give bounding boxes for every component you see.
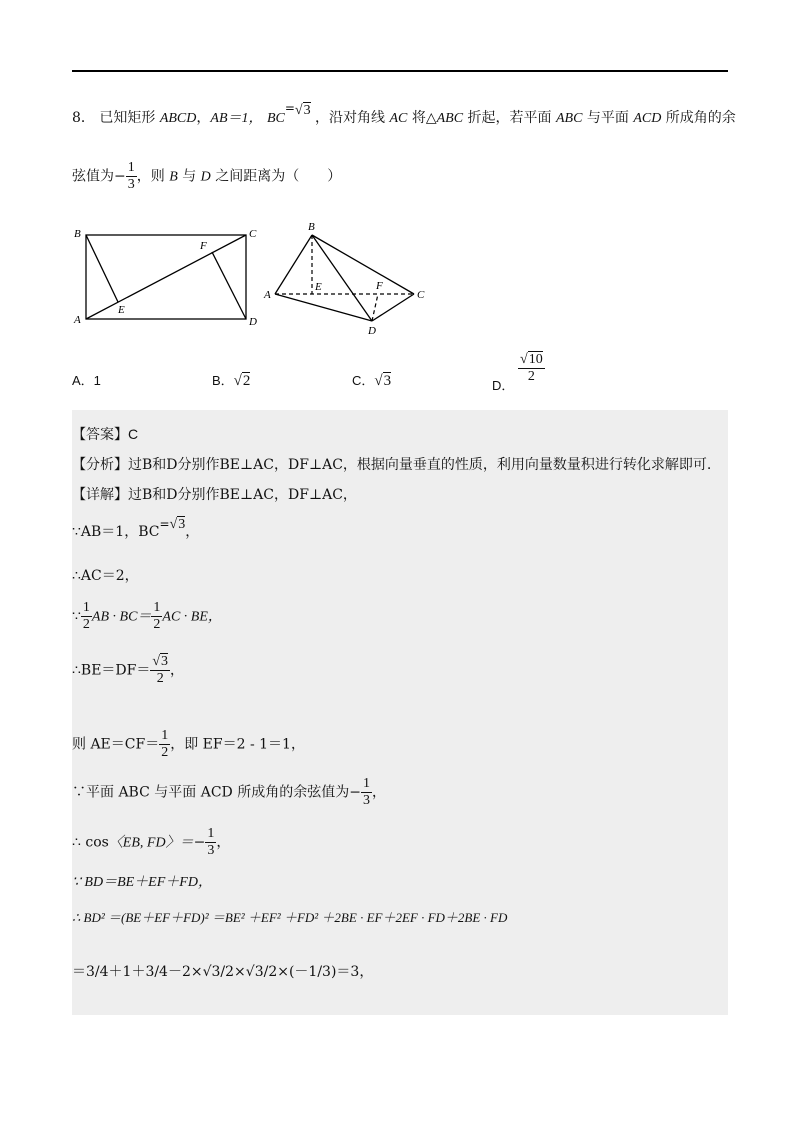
math-text: 〈EB, FD〉＝ xyxy=(108,835,194,851)
math-text: B xyxy=(169,169,178,185)
edge-bc xyxy=(312,235,414,294)
math-text: ABCD xyxy=(159,111,197,126)
sqrt-3: √3 xyxy=(169,517,186,532)
detail-line xyxy=(72,484,357,505)
label-b: B xyxy=(74,228,81,240)
text: ，则 xyxy=(136,168,165,185)
analysis-tag: 【分析】 xyxy=(72,456,128,472)
frac-num: 1 xyxy=(127,160,135,175)
frac-den: 2 xyxy=(153,617,161,632)
option-label: B． xyxy=(212,373,234,388)
fraction xyxy=(518,352,545,385)
detail-text: 过B和D分别作BE⊥AC，DF⊥AC， xyxy=(128,487,357,503)
math-text: AC xyxy=(389,111,408,126)
text: ∴ cos xyxy=(72,834,109,851)
text: ∵AB＝1，BC xyxy=(72,524,160,540)
edge-bd xyxy=(312,235,372,321)
text: ， xyxy=(371,784,386,801)
text: ∵ xyxy=(72,608,81,625)
fraction xyxy=(150,654,170,687)
math-text: ∴ BD² ＝(BE＋EF＋FD)² ＝BE² ＋EF² ＋FD² ＋2BE · EF＋2EF · FD＋2BE · FD xyxy=(72,910,508,925)
sqrt-2: √2 xyxy=(233,373,251,389)
fraction xyxy=(126,160,137,193)
step-1 xyxy=(72,517,200,543)
text: ∴BE＝DF＝ xyxy=(72,662,151,679)
fraction xyxy=(159,728,170,761)
sqrt-radicand: 3 xyxy=(178,517,186,532)
step-3 xyxy=(72,600,222,633)
label-e: E xyxy=(315,281,322,293)
question-line-1: 8． 已知矩形 ABCD，AB＝1， BC=√3 ，沿对角线 AC 将△ABC 折起，若平面 ABC 与平面 ACD 所成角的余 xyxy=(72,101,736,126)
edge-ba xyxy=(275,235,312,294)
label-d: D xyxy=(249,316,257,328)
minus-sign: − xyxy=(114,168,126,185)
label-d: D xyxy=(368,325,376,337)
text: 所成角的余 xyxy=(665,110,736,126)
question-line-2 xyxy=(72,160,341,193)
frac-num: 1 xyxy=(153,600,161,615)
frac-num: 1 xyxy=(207,826,215,841)
text: 与平面 xyxy=(586,110,629,126)
label-a: A xyxy=(264,289,271,301)
text: ， xyxy=(185,524,200,540)
option-d[interactable] xyxy=(492,352,545,393)
math-text: AB · BC＝ xyxy=(91,609,152,625)
answer-tag: 【答案】 xyxy=(72,426,128,442)
math-text: D xyxy=(200,169,211,185)
eq-sign: = xyxy=(159,517,170,531)
detail-tag: 【详解】 xyxy=(72,486,128,502)
segment-be xyxy=(86,235,118,302)
frac-den: 3 xyxy=(207,843,215,858)
step-10 xyxy=(72,962,373,982)
option-value: 1 xyxy=(93,373,101,388)
frac-den: 2 xyxy=(161,745,169,760)
edge-ad xyxy=(275,294,372,321)
minus-sign: − xyxy=(193,834,206,851)
text: 折起，若平面 xyxy=(467,110,552,126)
text: ∴AC＝2， xyxy=(72,568,139,584)
step-2 xyxy=(72,566,139,586)
fraction xyxy=(151,600,162,633)
step-6 xyxy=(72,776,386,809)
segment-df xyxy=(212,252,246,319)
math-text: AB＝1， xyxy=(210,111,263,126)
text: 则 AE＝CF＝ xyxy=(72,736,160,753)
sqrt-radicand: 2 xyxy=(242,373,251,389)
eq-sign: = xyxy=(284,101,295,115)
frac-num: 1 xyxy=(161,728,169,743)
diagonal-ac xyxy=(86,235,246,319)
frac-num xyxy=(518,352,545,368)
fraction xyxy=(205,826,216,859)
option-label: C． xyxy=(352,373,375,388)
label-e: E xyxy=(118,304,125,316)
rectangle-figure xyxy=(72,225,262,330)
frac-num: 1 xyxy=(82,600,90,615)
frac-den: 2 xyxy=(156,671,164,686)
label-b: B xyxy=(308,221,315,233)
math-text: ＝3/4＋1＋3/4－2×√3/2×√3/2×(－1/3)＝3， xyxy=(72,964,374,980)
text: ，即 EF＝2 - 1＝1， xyxy=(170,736,305,753)
label-a: A xyxy=(74,314,81,326)
sqrt-3: √3 xyxy=(294,103,311,118)
step-4 xyxy=(72,654,184,687)
option-b[interactable] xyxy=(212,370,250,390)
top-rule xyxy=(72,70,728,72)
analysis-text: 过B和D分别作BE⊥AC，DF⊥AC，根据向量垂直的性质，利用向量数量积进行转化求解即可. xyxy=(128,457,712,473)
frac-num xyxy=(150,654,170,671)
label-f: F xyxy=(200,240,207,252)
label-f: F xyxy=(376,280,383,292)
option-c[interactable] xyxy=(352,370,391,390)
frac-den: 3 xyxy=(127,177,135,192)
step-7 xyxy=(72,826,230,859)
sqrt-3: √3 xyxy=(374,373,392,389)
text: 已知矩形 xyxy=(99,110,156,126)
math-text: ABC xyxy=(436,111,464,126)
answer-line xyxy=(72,424,138,444)
frac-den: 2 xyxy=(82,617,90,632)
sqrt-3: √3 xyxy=(152,654,169,669)
sqrt-radicand: 3 xyxy=(161,654,169,669)
text: 弦值为 xyxy=(72,168,114,185)
sqrt-radicand: 3 xyxy=(303,103,311,118)
minus-sign: − xyxy=(349,784,361,801)
sqrt-radicand: 3 xyxy=(383,373,392,389)
option-label: A． xyxy=(72,373,94,388)
step-9 xyxy=(72,908,507,929)
sqrt-10: √10 xyxy=(520,352,543,367)
frac-den: 2 xyxy=(518,368,545,385)
question-number: 8． xyxy=(72,110,95,126)
text: ，沿对角线 xyxy=(315,110,386,126)
fraction xyxy=(361,776,372,809)
text: 之间距离为（ ） xyxy=(215,168,342,185)
step-5 xyxy=(72,728,305,761)
option-label: D． xyxy=(492,377,515,393)
label-c: C xyxy=(249,228,257,240)
math-text: ∵ BD＝BE＋EF＋FD， xyxy=(72,875,212,890)
frac-den: 3 xyxy=(362,793,370,808)
math-text: AC · BE， xyxy=(162,609,222,625)
option-a[interactable] xyxy=(72,370,101,389)
analysis-line xyxy=(72,454,711,475)
folded-figure xyxy=(262,218,432,340)
text: 与 xyxy=(182,168,197,185)
math-text: BC xyxy=(266,111,285,126)
math-text: ABC xyxy=(555,111,583,126)
step-8 xyxy=(72,872,212,893)
text: ， xyxy=(216,834,231,851)
text: ∵平面 ABC 与平面 ACD 所成角的余弦值为 xyxy=(72,784,350,801)
answer-value: C xyxy=(128,426,139,442)
edge-cd xyxy=(372,294,414,321)
fraction xyxy=(81,600,92,633)
frac-num: 1 xyxy=(362,776,370,791)
sqrt-radicand: 10 xyxy=(528,352,543,367)
text: ， xyxy=(170,662,185,679)
math-text: ACD xyxy=(633,111,662,126)
text: 将△ xyxy=(411,110,437,126)
label-c: C xyxy=(417,289,425,301)
